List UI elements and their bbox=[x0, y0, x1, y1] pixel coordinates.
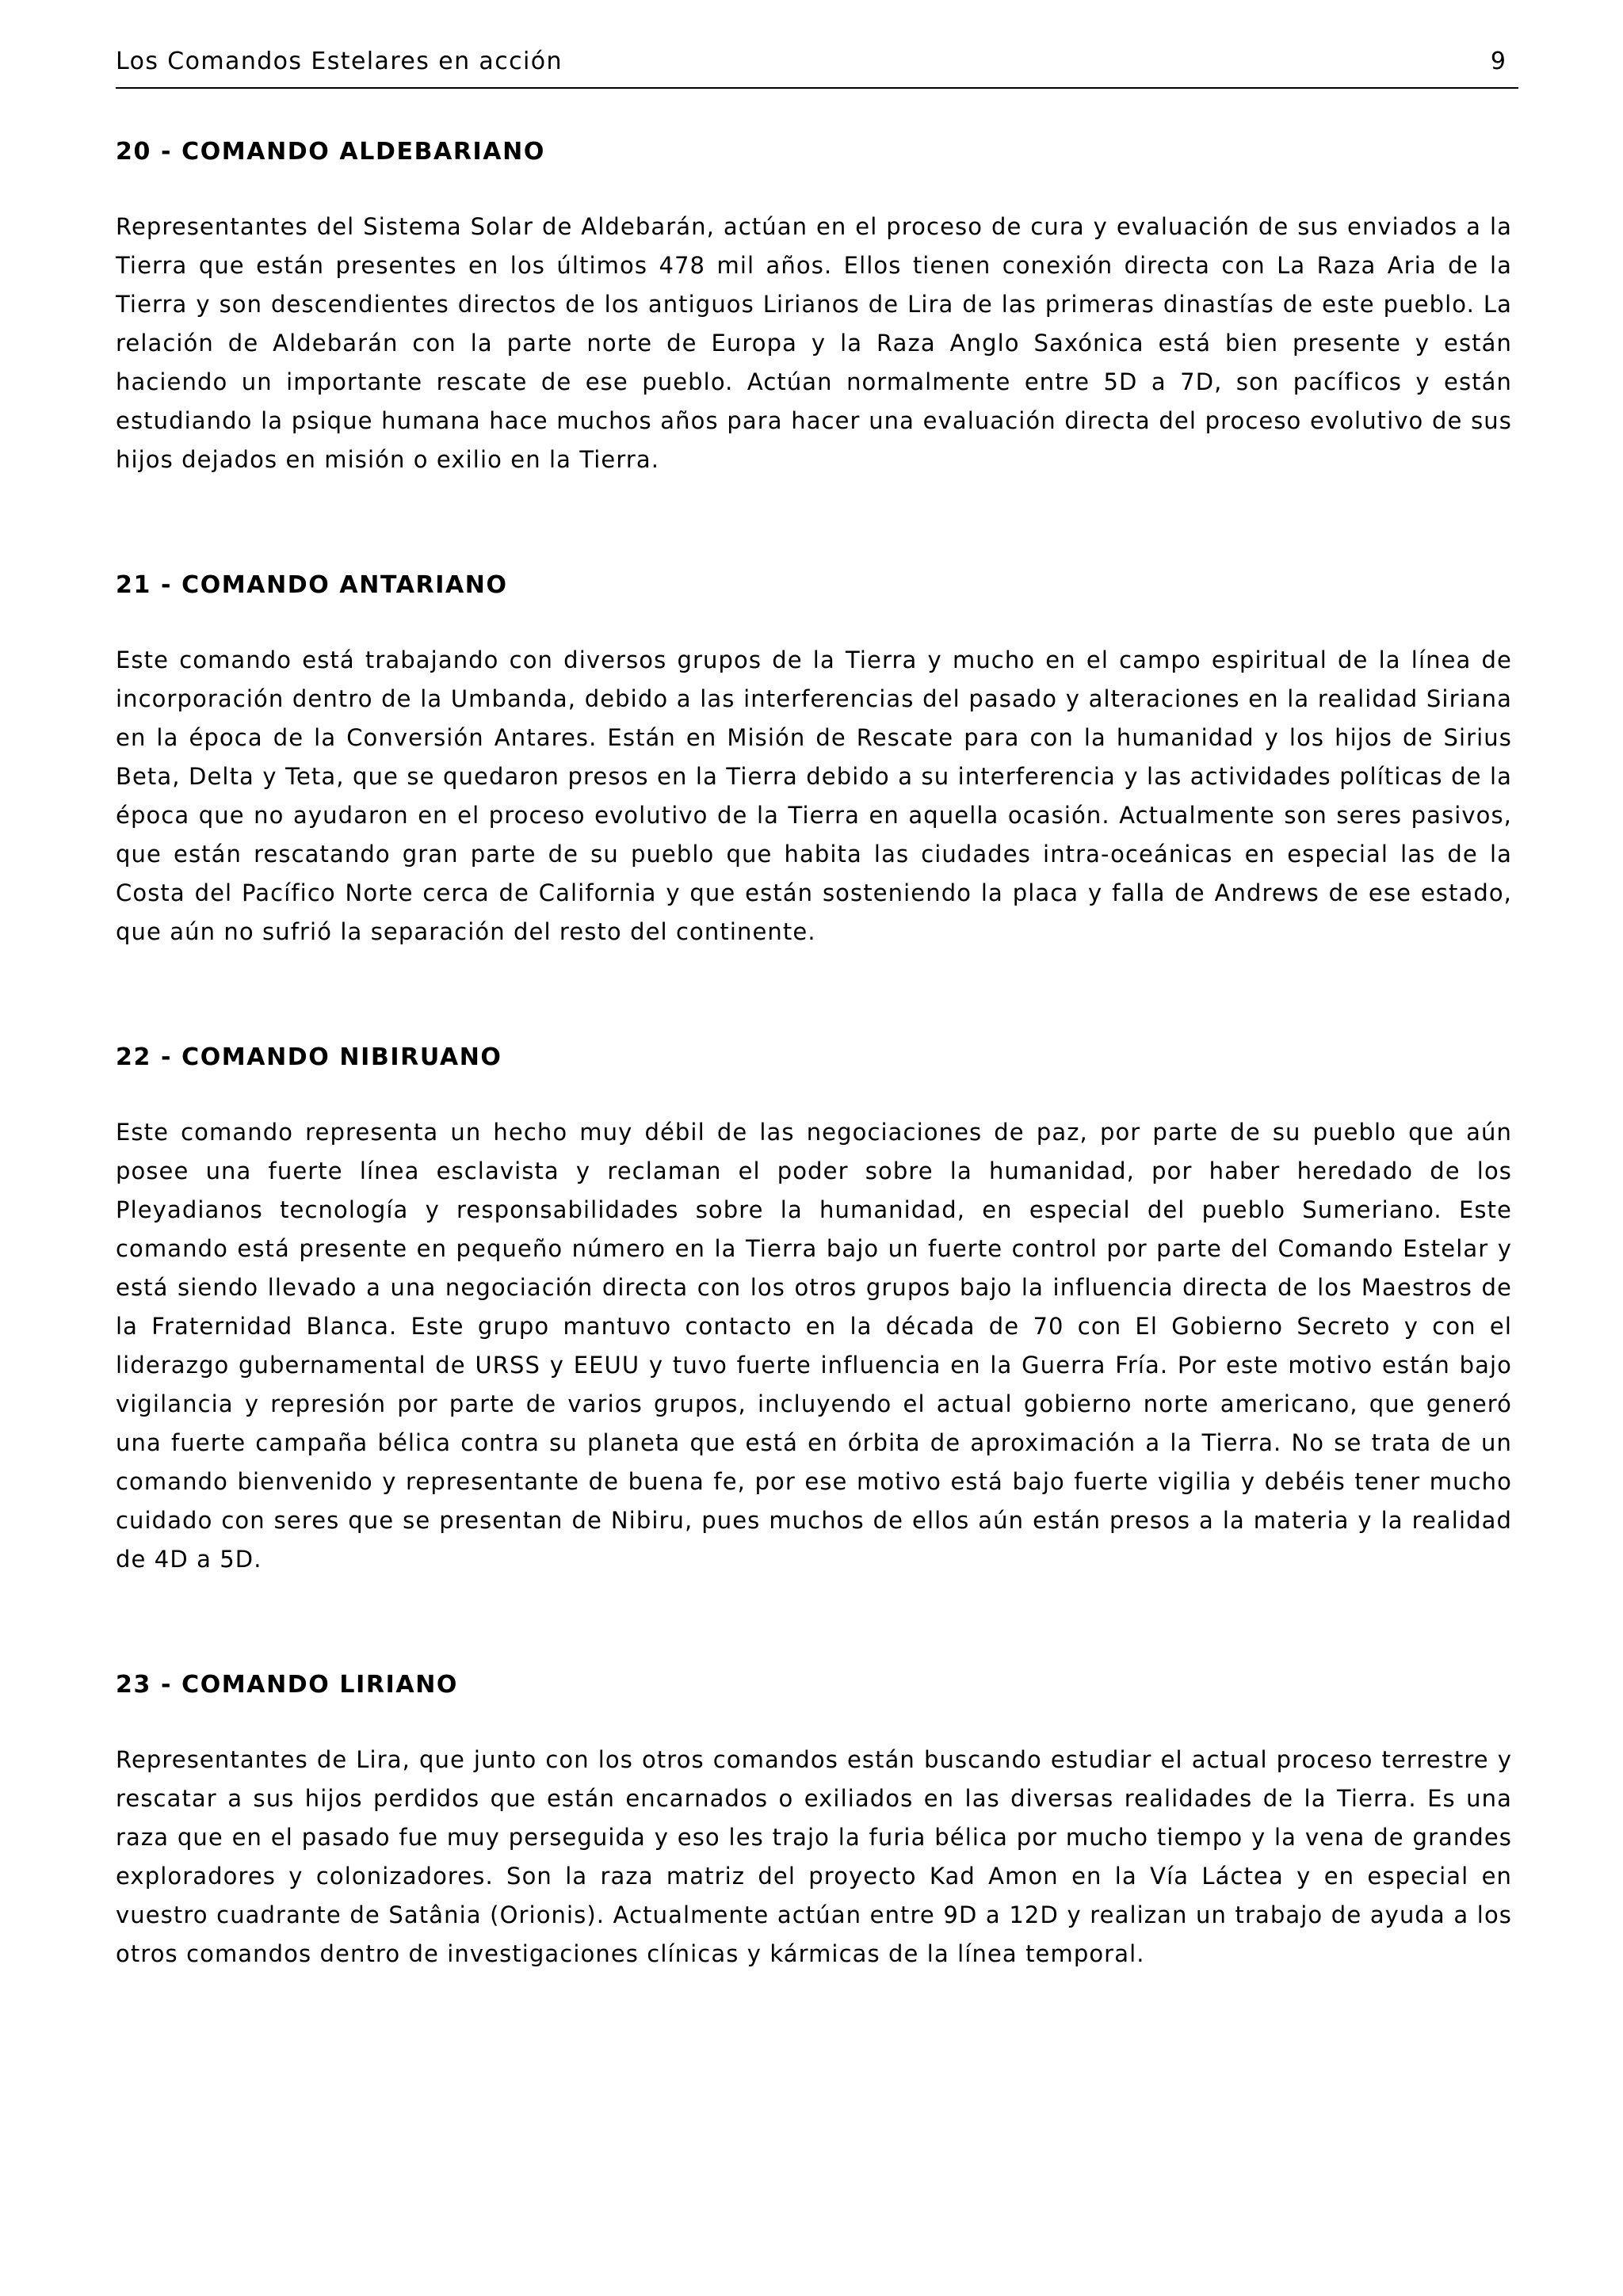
section-comando-nibiruano bbox=[116, 1042, 1512, 1579]
page-content bbox=[116, 136, 1512, 1974]
section-heading: 20 - COMANDO ALDEBARIANO bbox=[116, 138, 545, 166]
section-paragraph: Este comando representa un hecho muy débil de las negociaciones de paz, por parte de su pueblo que aún posee una fuerte línea esclavista y reclaman el poder sobre la humanidad, por haber heredado de los Pleyadianos tecnología y responsabilidades sobre la humanidad, en especial del pueblo Sumeriano. Este comando está presente en pequeño número en la Tierra bajo un fuerte control por parte del Comando Estelar y está siendo llevado a una negociación directa con los otros grupos bajo la influencia directa de los Maestros de la Fraternidad Blanca. Este grupo mantuvo contacto en la década de 70 con El Gobierno Secreto y con el liderazgo gubernamental de URSS y EEUU y tuvo fuerte influencia en la Guerra Fría. Por este motivo están bajo vigilancia y represión por parte de varios grupos, incluyendo el actual gobierno norte americano, que generó una fuerte campaña bélica contra su planeta que está en órbita de aproximación a la Tierra. No se trata de un comando bienvenido y representante de buena fe, por ese motivo está bajo fuerte vigilia y debéis tener mucho cuidado con seres que se presentan de Nibiru, pues muchos de ellos aún están presos a la materia y la realidad de 4D a 5D. bbox=[116, 1119, 1512, 1573]
section-paragraph: Este comando está trabajando con diversos grupos de la Tierra y mucho en el campo espiritual de la línea de incorporación dentro de la Umbanda, debido a las interferencias del pasado y alteraciones en la realidad Siriana en la época de la Conversión Antares. Están en Misión de Rescate para con la humanidad y los hijos de Sirius Beta, Delta y Teta, que se quedaron presos en la Tierra debido a su interferencia y las actividades políticas de la época que no ayudaron en el proceso evolutivo de la Tierra en aquella ocasión. Actualmente son seres pasivos, que están rescatando gran parte de su pueblo que habita las ciudades intra-oceánicas en especial las de la Costa del Pacífico Norte cerca de California y que están sosteniendo la placa y falla de Andrews de ese estado, que aún no sufrió la separación del resto del continente. bbox=[116, 646, 1512, 945]
section-heading: 23 - COMANDO LIRIANO bbox=[116, 1671, 459, 1699]
section-paragraph: Representantes de Lira, que junto con los otros comandos están buscando estudiar el actual proceso terrestre y rescatar a sus hijos perdidos que están encarnados o exiliados en las diversas realidades de la Tierra. Es una raza que en el pasado fue muy perseguida y eso les trajo la furia bélica por mucho tiempo y la vena de grandes exploradores y colonizadores. Son la raza matriz del proyecto Kad Amon en la Vía Láctea y en especial en vuestro cuadrante de Satânia (Orionis). Actualmente actúan entre 9D a 12D y realizan un trabajo de ayuda a los otros comandos dentro de investigaciones clínicas y kármicas de la línea temporal. bbox=[116, 1746, 1512, 1967]
running-header bbox=[116, 46, 1518, 89]
section-comando-aldebariano bbox=[116, 136, 1512, 479]
section-comando-liriano bbox=[116, 1669, 1512, 1974]
section-paragraph: Representantes del Sistema Solar de Aldebarán, actúan en el proceso de cura y evaluación de sus enviados a la Tierra que están presentes en los últimos 478 mil años. Ellos tienen conexión directa con La Raza Aria de la Tierra y son descendientes directos de los antiguos Lirianos de Lira de las primeras dinastías de este pueblo. La relación de Aldebarán con la parte norte de Europa y la Raza Anglo Saxónica está bien presente y están haciendo un importante rescate de ese pueblo. Actúan normalmente entre 5D a 7D, son pacíficos y están estudiando la psique humana hace muchos años para hacer una evaluación directa del proceso evolutivo de sus hijos dejados en misión o exilio en la Tierra. bbox=[116, 213, 1512, 473]
running-title: Los Comandos Estelares en acción bbox=[116, 48, 563, 75]
section-comando-antariano bbox=[116, 570, 1512, 952]
page-number: 9 bbox=[1490, 48, 1506, 75]
section-heading: 22 - COMANDO NIBIRUANO bbox=[116, 1043, 502, 1071]
section-heading: 21 - COMANDO ANTARIANO bbox=[116, 571, 508, 599]
